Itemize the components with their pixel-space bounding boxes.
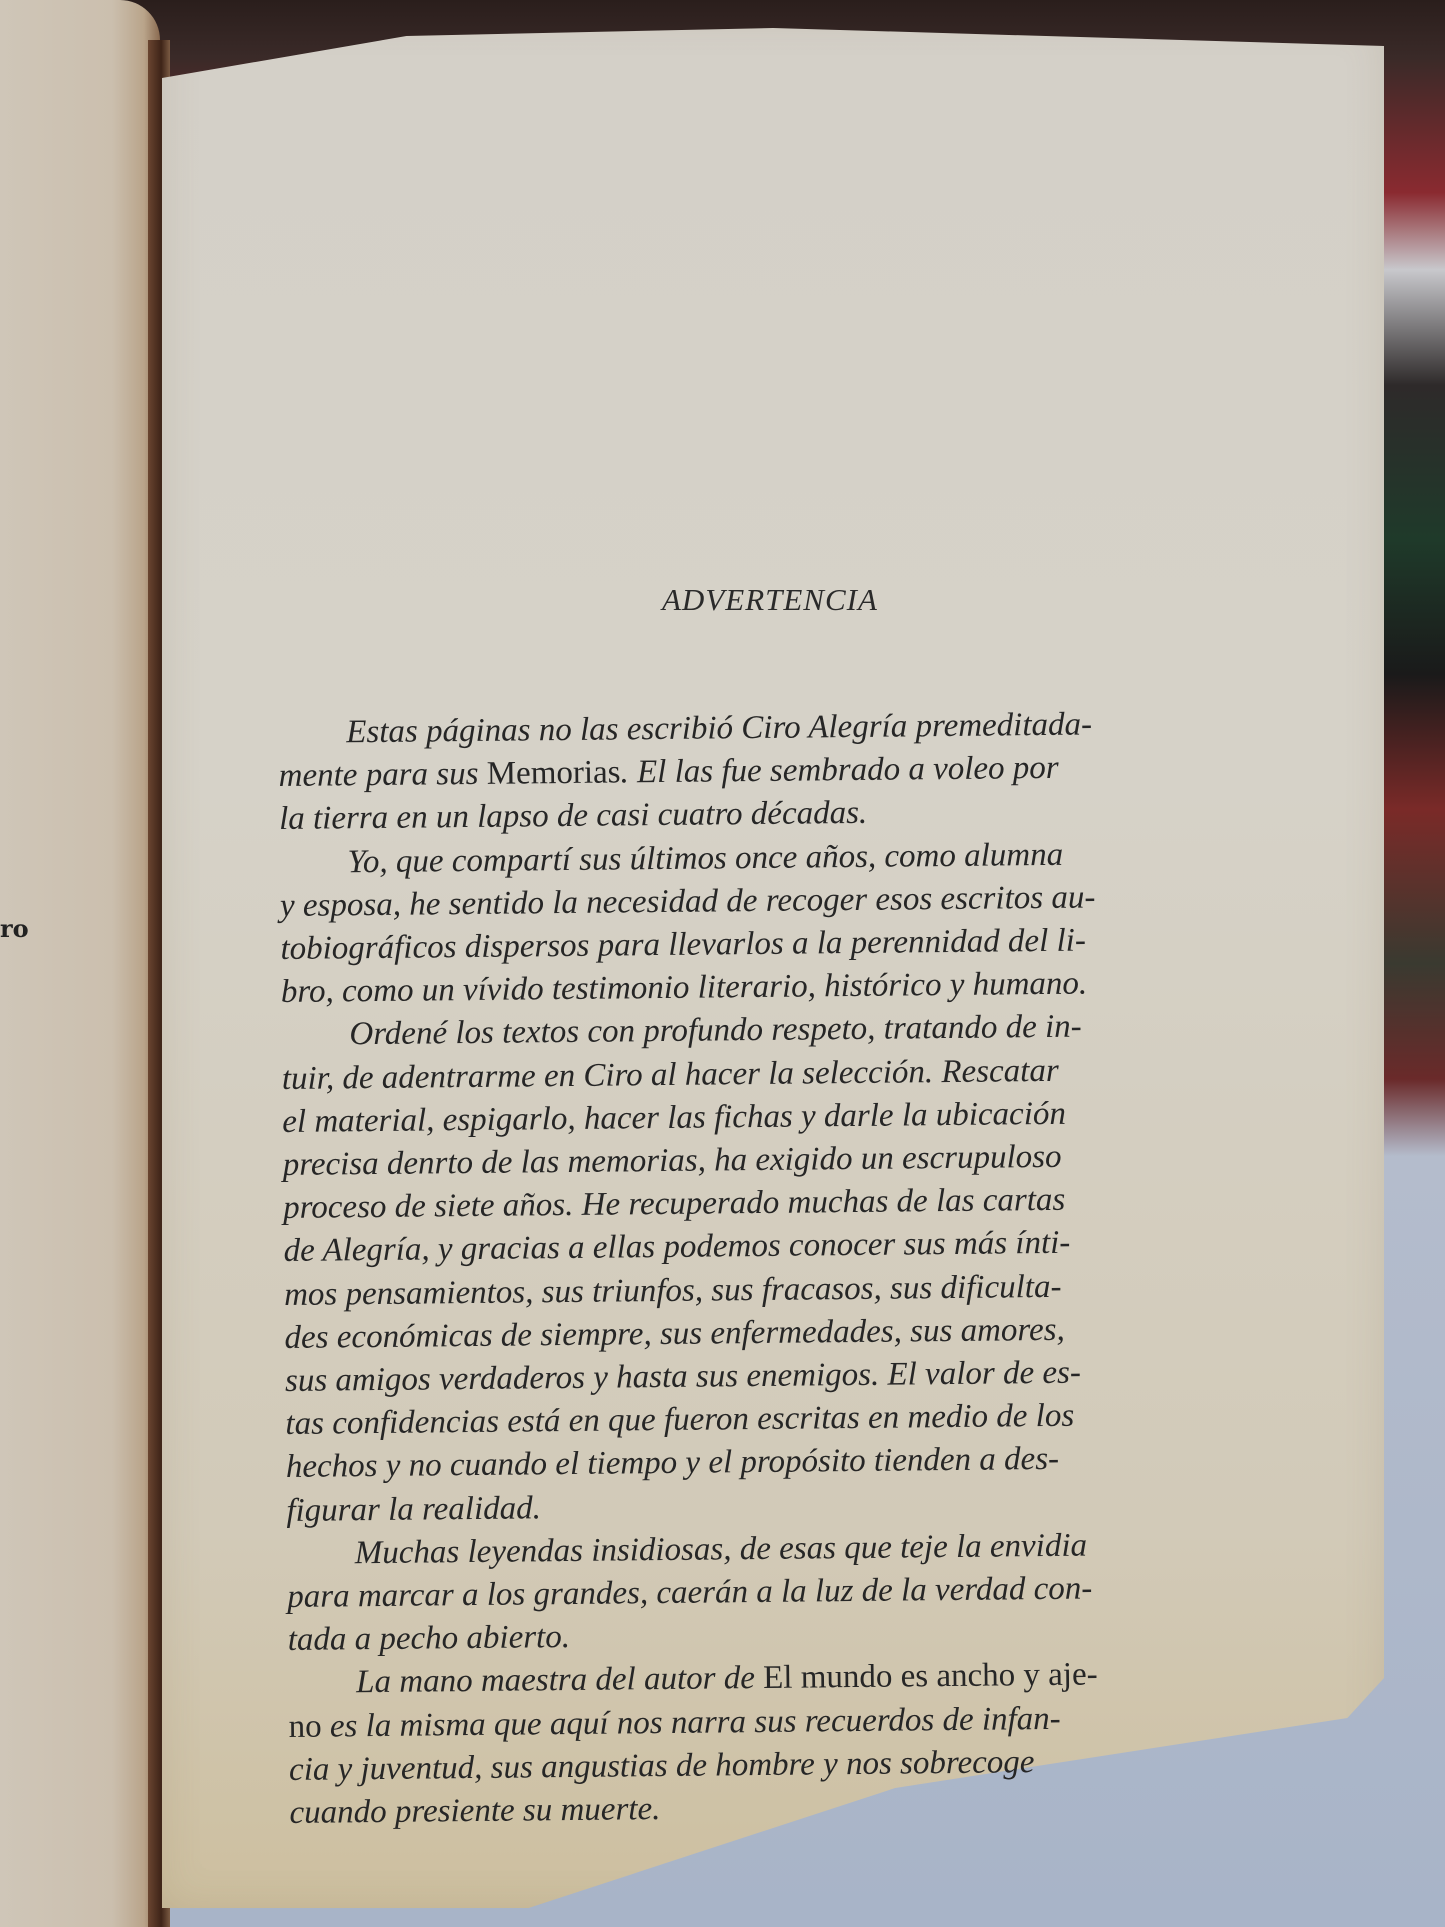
paragraph-2	[279, 831, 1333, 1015]
text-line: de Alegría, y gracias a ellas podemos conocer sus más ínti-	[283, 1225, 1071, 1270]
book-title-memorias: Memorias	[486, 754, 621, 793]
text-line: des económicas de siempre, sus enfermedades, sus amores,	[284, 1311, 1065, 1356]
text-line: tobiográficos dispersos para llevarlos a la perennidad del li-	[280, 922, 1087, 968]
text-line: precisa denrto de las memorias, ha exigido un escrupuloso	[282, 1138, 1062, 1184]
text-span: La mano maestra del autor de	[355, 1660, 764, 1701]
text-line: Ordené los textos con profundo respeto, tratando de in-	[349, 1009, 1082, 1053]
text-line: el material, espigarlo, hacer las fichas y darle la ubicación	[282, 1095, 1067, 1140]
paragraph-5	[288, 1651, 1342, 1835]
text-line: cuando presiente su muerte.	[289, 1791, 661, 1832]
text-span: . El las fue sembrado a voleo por	[620, 750, 1059, 791]
text-line: Muchas leyendas insidiosas, de esas que teje la envidia	[354, 1527, 1088, 1572]
text-line: cia y juventud, sus angustias de hombre y nos sobrecoge	[288, 1744, 1035, 1788]
text-line: Yo, que compartí sus últimos once años, como alumna	[347, 836, 1064, 880]
paragraph-4	[287, 1522, 1340, 1663]
left-page	[0, 0, 160, 1927]
book-title-el-mundo-cont: no	[288, 1708, 322, 1745]
paragraph-1	[278, 701, 1331, 842]
left-page-text-fragment: ro	[0, 914, 29, 943]
text-line: y esposa, he sentido la necesidad de recoger esos escritos au-	[279, 879, 1096, 924]
page-body	[278, 701, 1342, 1835]
text-line: mos pensamientos, sus triunfos, sus fracasos, sus dificulta-	[283, 1268, 1062, 1313]
text-span: es la misma que aquí nos narra sus recuerdos de infan-	[321, 1700, 1061, 1745]
text-span: mente para sus	[278, 756, 487, 795]
text-line: Estas páginas no las escribió Ciro Alegría premeditada-	[346, 706, 1093, 751]
text-line: tuir, de adentrarme en Ciro al hacer la selección. Rescatar	[281, 1052, 1059, 1097]
page-title: ADVERTENCIA	[662, 582, 878, 617]
paragraph-3	[281, 1003, 1338, 1532]
text-line: la tierra en un lapso de casi cuatro décadas.	[278, 795, 868, 838]
text-line: tada a pecho abierto.	[287, 1619, 571, 1659]
text-line: para marcar a los grandes, caerán a la luz de la verdad con-	[287, 1570, 1093, 1616]
text-line: figurar la realidad.	[286, 1489, 542, 1529]
text-line: bro, como un vívido testimonio literario, histórico y humano.	[280, 965, 1088, 1011]
text-line: proceso de siete años. He recuperado muchas de las cartas	[283, 1182, 1066, 1227]
book-title-el-mundo: El mundo es ancho y aje-	[762, 1656, 1098, 1697]
text-line: tas confidencias está en que fueron escritas en medio de los	[285, 1397, 1075, 1443]
text-line: hechos y no cuando el tiempo y el propósito tienden a des-	[285, 1441, 1060, 1486]
text-line: sus amigos verdaderos y hasta sus enemigos. El valor de es-	[284, 1354, 1082, 1400]
